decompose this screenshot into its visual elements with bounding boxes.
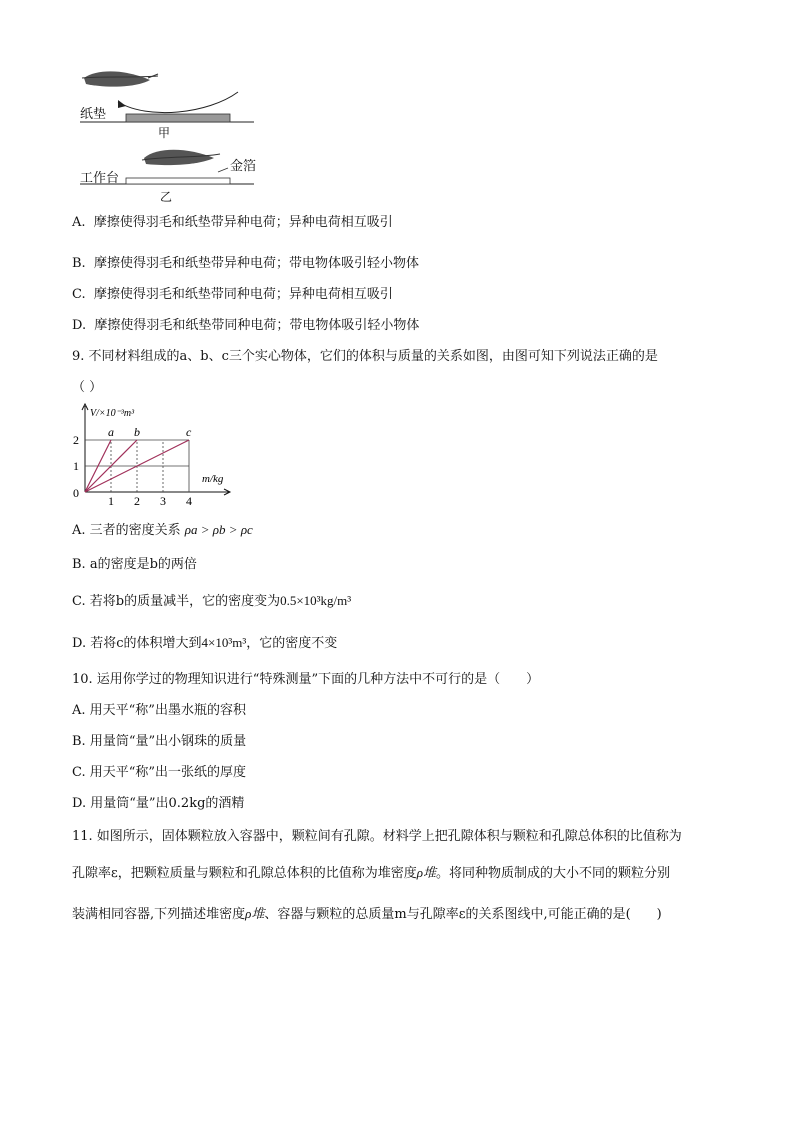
x-tick-label-1: 1 [108,494,114,508]
series-label-b: b [134,425,140,439]
q8-option-c: C. 摩擦使得羽毛和纸垫带同种电荷；异种电荷相互吸引 [72,287,393,302]
y-axis-label: V/×10⁻³m³ [90,408,135,419]
feather-jia-image [82,71,158,86]
q9-option-b: B. a的密度是b的两倍 [72,557,197,572]
q11-line-1: 11. 如图所示，固体颗粒放入容器中，颗粒间有孔隙。材料学上把孔隙体积与颗粒和孔隙总体积的比值称为 [72,829,682,844]
y-tick-label-2: 2 [73,433,79,447]
label-gold-foil: 金箔 [230,159,257,174]
volume-mass-chart [70,402,250,512]
q11-line-3: 装满相同容器,下列描述堆密度ρ堆、容器与颗粒的总质量m与孔隙率ε的关系图线中,可能正确的是( ) [72,906,662,922]
x-tick-label-4: 4 [186,494,192,508]
q10-option-b: B. 用量筒“量”出小钢珠的质量 [72,734,247,749]
bulk-density-symbol: ρ堆 [416,865,436,880]
x-tick-label-3: 3 [160,494,166,508]
q9-stem: 9. 不同材料组成的a、b、c三个实心物体，它们的体积与质量的关系如图，由图可知下列说法正确的是 [72,349,658,364]
q9-option-c: C. 若将b的质量减半，它的密度变为0.5×10³kg/m³ [72,593,352,609]
motion-arc [118,92,238,113]
x-tick-label-2: 2 [134,494,140,508]
q10-option-d: D. 用量筒“量”出0.2kg的酒精 [72,796,245,811]
q10-option-c: C. 用天平“称”出一张纸的厚度 [72,765,247,780]
series-label-c: c [186,425,192,439]
label-paper-pad: 纸垫 [80,107,107,122]
paper-pad [126,114,230,122]
origin-label: 0 [73,486,79,500]
volume-value: 4×10³m³ [201,635,247,650]
gold-foil [126,178,230,184]
series-label-a: a [108,425,114,439]
q10-stem: 10. 运用你学过的物理知识进行“特殊测量”下面的几种方法中不可行的是（ ） [72,672,540,687]
label-jia: 甲 [158,126,171,140]
q8-option-d: D. 摩擦使得羽毛和纸垫带同种电荷；带电物体吸引轻小物体 [72,318,420,333]
q9-option-d: D. 若将c的体积增大到4×10³m³，它的密度不变 [72,635,338,651]
q9-option-a: A. 三者的密度关系 ρa > ρb > ρc [72,522,253,538]
density-relation-formula: ρa > ρb > ρc [184,522,253,537]
q9-bracket: （ ） [72,380,103,395]
q8-option-b: B. 摩擦使得羽毛和纸垫带异种电荷；带电物体吸引轻小物体 [72,256,419,271]
label-yi: 乙 [160,190,173,204]
q10-option-a: A. 用天平“称”出墨水瓶的容积 [72,703,246,718]
density-value: 0.5×10³kg/m³ [280,593,352,608]
label-workbench: 工作台 [80,171,120,186]
q8-option-a: A. 摩擦使得羽毛和纸垫带异种电荷；异种电荷相互吸引 [72,215,393,230]
x-axis-label: m/kg [202,473,224,485]
y-tick-label-1: 1 [73,459,79,473]
bulk-density-symbol-2: ρ堆 [245,906,265,921]
feather-yi-image [142,150,220,165]
q11-line-2: 孔隙率ε，把颗粒质量与颗粒和孔隙总体积的比值称为堆密度ρ堆。将同种物质制成的大小不同的颗粒分别 [72,865,671,881]
